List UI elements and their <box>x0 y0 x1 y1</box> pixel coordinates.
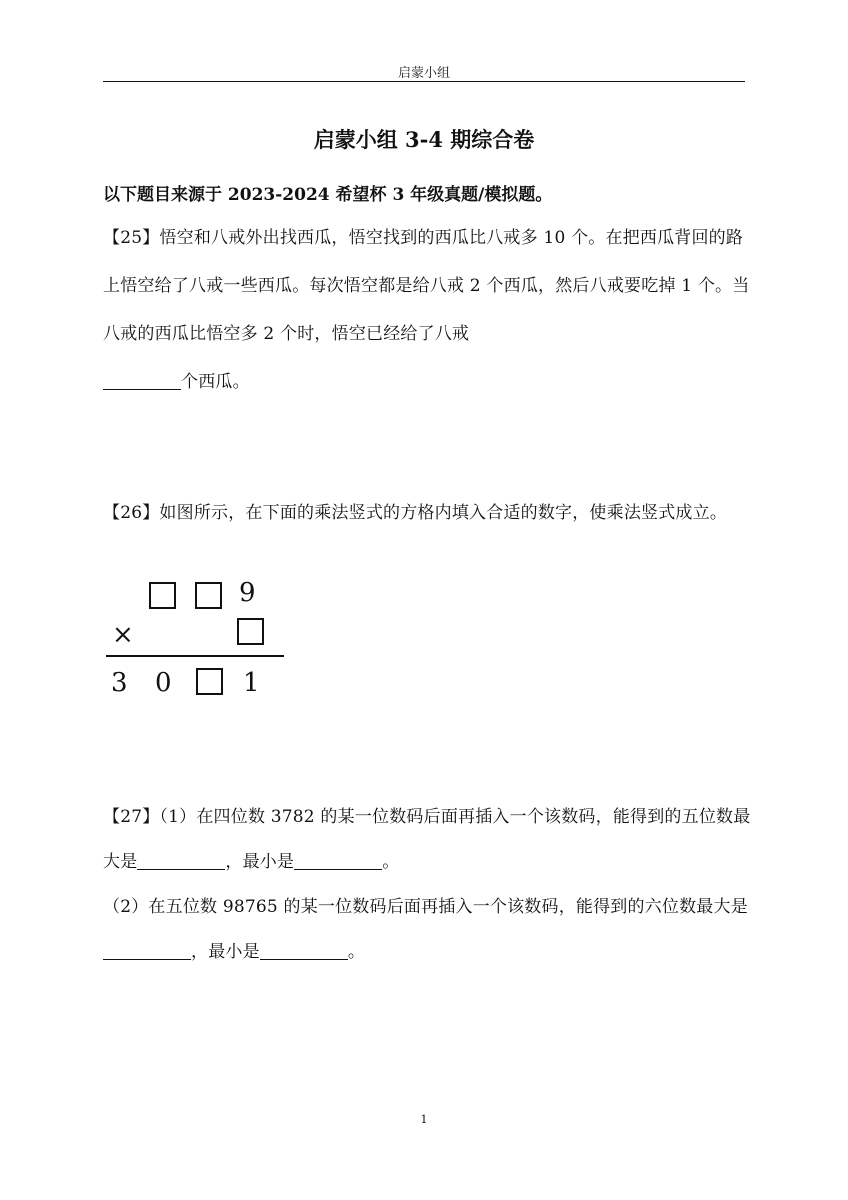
page-header: 启蒙小组 <box>397 66 450 81</box>
product-digit-2: 0 <box>155 668 172 698</box>
product-digit-4: 1 <box>243 668 260 698</box>
product-digit-1: 3 <box>111 668 128 698</box>
multiplicand-digit: 9 <box>239 578 256 608</box>
question-25-text: 【25】悟空和八戒外出找西瓜，悟空找到的西瓜比八戒多 10 个。在把西瓜背回的路上悟空给了八戒一些西瓜。每次悟空都是给八戒 2 个西瓜，然后八戒要吃掉 1 个。当八戒的西瓜比悟空多 2 个时，悟空已经给了八戒 <box>103 228 750 344</box>
q27-part2-end: 。 <box>347 942 366 962</box>
answer-box-2[interactable] <box>195 582 222 609</box>
header-rule <box>103 81 745 82</box>
answer-blank-27-1-max[interactable] <box>137 852 225 870</box>
figure-rule <box>106 655 284 657</box>
answer-blank-25[interactable] <box>103 372 181 390</box>
multiply-sign: × <box>112 620 134 650</box>
q27-part1-text: 【27】（1）在四位数 3782 的某一位数码后面再插入一个该数码，能得到的五位数最大是 <box>103 807 751 872</box>
multiplication-figure <box>106 572 284 700</box>
q27-part1-end: 。 <box>382 852 400 872</box>
answer-blank-27-2-max[interactable] <box>103 942 191 960</box>
question-26: 【26】如图所示，在下面的乘法竖式的方格内填入合适的数字，使乘法竖式成立。 <box>103 503 728 523</box>
question-25 <box>103 214 751 406</box>
q27-part1-mid: ，最小是 <box>225 852 295 872</box>
page-title: 启蒙小组 3-4 期综合卷 <box>313 127 535 152</box>
page-number: 1 <box>420 1113 428 1126</box>
question-25-tail: 个西瓜。 <box>181 372 250 392</box>
answer-blank-27-2-min[interactable] <box>260 942 348 960</box>
question-27-part2 <box>103 885 751 975</box>
answer-box-4[interactable] <box>196 668 223 695</box>
source-line: 以下题目来源于 2023-2024 希望杯 3 年级真题/模拟题。 <box>103 185 553 205</box>
question-27-part1 <box>103 795 751 885</box>
answer-box-1[interactable] <box>149 582 176 609</box>
q27-part2-text: （2）在五位数 98765 的某一位数码后面再插入一个该数码，能得到的六位数最大是 <box>103 897 748 917</box>
answer-blank-27-1-min[interactable] <box>294 852 382 870</box>
q27-part2-mid: ，最小是 <box>191 942 260 962</box>
answer-box-3[interactable] <box>237 618 264 645</box>
